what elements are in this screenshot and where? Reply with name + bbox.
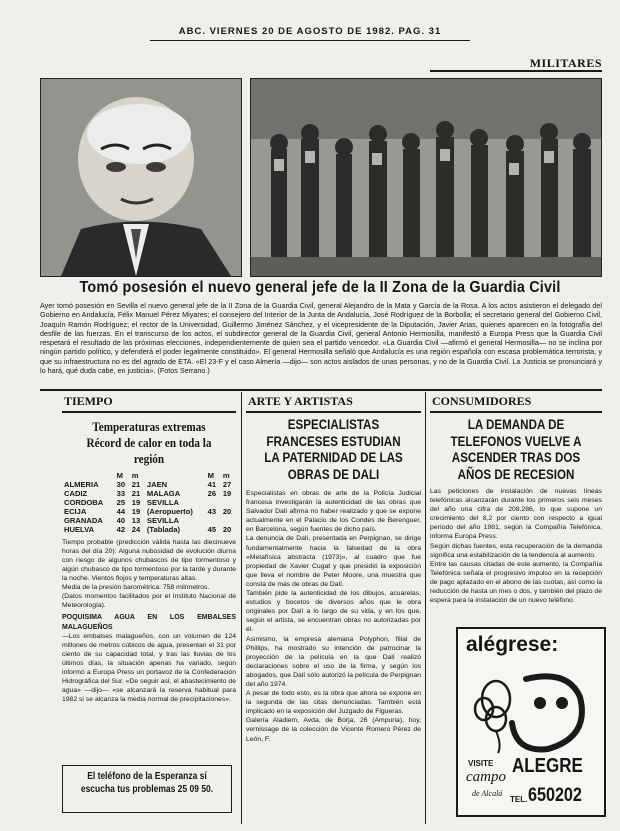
section-tag: MILITARES bbox=[529, 56, 602, 70]
temp-min: 24 bbox=[131, 525, 141, 534]
city-name: (Aeropuerto) bbox=[146, 507, 193, 516]
temp-max: 44 bbox=[116, 507, 126, 516]
ad-campo: campo bbox=[466, 769, 506, 785]
temp-max: 25 bbox=[116, 498, 126, 507]
ad-tel-label: TEL. bbox=[510, 795, 528, 804]
consumidores-headline: LA DEMANDA DE TELEFONOS VUELVE A ASCENDER TRAS DOS AÑOS DE RECESION bbox=[450, 417, 582, 482]
column-separator-2 bbox=[425, 392, 426, 824]
city-name: GRANADA bbox=[64, 516, 103, 525]
city-name: SEVILLA bbox=[146, 516, 179, 525]
temp-max bbox=[206, 498, 221, 507]
city-name: CORDOBA bbox=[64, 498, 104, 507]
col-header-max: M bbox=[116, 471, 123, 480]
temp-max: 40 bbox=[116, 516, 126, 525]
ad-sub: de Alcalá bbox=[472, 789, 503, 798]
ad-title: alégrese: bbox=[466, 633, 559, 656]
arte-section-title: ARTE Y ARTISTAS bbox=[246, 394, 421, 413]
temp-min: 19 bbox=[131, 507, 141, 516]
temp-min: 27 bbox=[222, 480, 232, 489]
city-name: (Tablada) bbox=[146, 525, 181, 534]
temp-max: 33 bbox=[116, 489, 126, 498]
divider-rule bbox=[40, 389, 602, 391]
esperanza-box bbox=[62, 765, 232, 813]
tiempo-title: Temperaturas extremas Récord de calor en toda la región bbox=[86, 419, 212, 466]
alegre-ad bbox=[456, 627, 606, 817]
consumidores-section-title: CONSUMIDORES bbox=[430, 394, 602, 413]
smiley-flower-icon bbox=[468, 667, 594, 755]
arte-headline: ESPECIALISTAS FRANCESES ESTUDIAN LA PATERNIDAD DE LAS OBRAS DE DALI bbox=[264, 417, 403, 482]
tiempo-column bbox=[62, 394, 236, 704]
temp-min: 20 bbox=[222, 507, 232, 516]
col-header-min: m bbox=[131, 471, 139, 480]
temp-min: 19 bbox=[222, 489, 232, 498]
temp-max bbox=[206, 516, 221, 525]
parade-photo bbox=[250, 78, 602, 277]
ad-visit: VISITE bbox=[468, 759, 494, 768]
arte-column bbox=[246, 394, 421, 744]
temp-min: 13 bbox=[131, 516, 141, 525]
table-row bbox=[62, 525, 236, 534]
temp-max: 43 bbox=[207, 507, 217, 516]
city-name: CADIZ bbox=[64, 489, 88, 498]
table-row bbox=[62, 507, 236, 516]
portrait-photo bbox=[40, 78, 242, 277]
page-header: ABC. VIERNES 20 DE AGOSTO DE 1982. PAG. 31 bbox=[178, 26, 442, 37]
tiempo-forecast: Tiempo probable (predicción válida hasta las diecinueve horas del día 20): Alguna nubosidad de evolución diurna con riesgo de algunos chubascos de tipo tormentoso y algún chubasco de tipo tormentoso por la tarde y durante la noche. Vientos flojos y temperaturas altas. Media de la presión barométrica: 758 milímetros. (Datos momentos facilitados por el Instituto Nacional de Meteorología). bbox=[62, 539, 236, 609]
table-row bbox=[62, 489, 236, 498]
temp-max: 30 bbox=[116, 480, 126, 489]
table-row bbox=[62, 516, 236, 525]
temp-min bbox=[221, 498, 236, 507]
city-name: JAEN bbox=[146, 480, 168, 489]
city-name: ECIJA bbox=[64, 507, 87, 516]
city-name: SEVILLA bbox=[146, 498, 179, 507]
table-row bbox=[62, 480, 236, 489]
section-rule bbox=[430, 70, 602, 72]
header-rule bbox=[150, 40, 470, 41]
main-caption: Ayer tomó posesión en Sevilla el nuevo general jefe de la II Zona de la Guardia Civil, general Alejandro de la Mata y García de la Rosa. A los actos asistieron el delegado del Gobierno en Andalucía, Félix Manuel Pérez Miyares; el consejero del Interior de la Junta de Andalucía, José Rodríguez de la Borbolla; el secretario general del Gobierno Civil, Joaquín Ramón Rodríguez; el rector de la Universidad, Guillermo Jiménez Sánchez, y el vicepresidente de la Diputación, Javier Arias, quienes aparecen en la fotografía del desfile de las fuerzas. En el transcurso de los actos, el subdirector general de la Guardia Civil, general Antonio Hermosilla, manifestó a Europa Press que la Guardia Civil respetará el resultado de las próximas elecciones, independientemente de quien sea el partido vencedor. «La Guardia Civil —afirmó el general Hermosilla— no se inclina por ningún partido político, y defenderá el poder legalmente constituido». El general Hermosilla señaló que Andalucía es una región española con escasa problemática terrorista, y que su infraestructura no es del agrado de ETA. «El 23-F y el caso Almería —dijo— son actos aislados de unas personas, y no de la Guardia Civil. La Justicia se pronunciará y lo hará, qué duda cabe, en justicia». (Fotos Serrano.) bbox=[40, 301, 602, 376]
temp-min: 20 bbox=[222, 525, 232, 534]
embalses-body: —Los embalses malagueños, con un volumen de 124 millones de metros cúbicos de agua, presentan el 31 por ciento de su capacidad total, y tras las lluvias de los últimos días, la situación apenas ha variado, según informó a Europa Press un portavoz de la Confederación Hidrográfica del Sur. «De seguir así, el abastecimiento de agua» —dijo— «se alcanzará la reserva habitual para 1982 si se alcanza la media normal de precipitaciones». bbox=[62, 633, 236, 703]
temp-max: 42 bbox=[116, 525, 126, 534]
temp-max: 26 bbox=[207, 489, 217, 498]
ad-brand: ALEGRE bbox=[512, 755, 583, 777]
arte-body: Especialistas en obras de arte de la Policía Judicial francesa investigarán la autenticidad de las obras que Salvador Dalí afirma no haber realizado y que se expone actualmente en el Palacio de los Condes de Berenguer, en Barcelona, según fuentes de dicho país. La denuncia de Dalí, presentada en Perpignan, se dirige fundamentalmente hacia la falsedad de la obra «Metafísica abstracta (1973)», al cuadro que fue propiedad de Xavier Cugat y que presidió la exposición que lleva el nombre de Peter Moore, una muestra que consta de más de obras de Dalí. También pide la autenticidad de los dibujos, acuarelas, estudios y bocetos de diversos años que le obra originales por Dalí a lo largo de su vida, y en los que, según el artista, se encuentran obras no autorizadas por él. Asimismo, la empresa alemana Polyphon, filial de Phillips, ha mostrado su intención de patrocinar la proyección de la película en la que Dalí realizó declaraciones sobre el uso de la firma, y según los abogados, que Dalí sólo autorizó la película de Perpignan del año 1974. A pesar de todo esto, es la obra que ahora se expone en la segunda de las citas denunciadas. También está implicado en la exposición del Juzgado de Figueras. Galería Aladiem, Avda. de Borja, 26 (Ampuria), hoy, vernissage de la colección de Vicente Romero Pérez de León, F. bbox=[246, 490, 421, 743]
city-name: MALAGA bbox=[146, 489, 181, 498]
table-row bbox=[62, 498, 236, 507]
consumidores-body: Las peticiones de instalación de nuevas líneas telefónicas alcanzarán durante los primeros seis meses del año una cifra de 208.286, lo que supone un crecimiento del 8,2 por ciento con respecto a igual período del año 1981, según la Compañía Telefónica, informa Europa Press. Según dichas fuentes, esta recuperación de la demanda significa una estabilización de la tendencia al aumento. Entre las causas citadas de este aumento, la Compañía Telefónica señala el progresivo impulso en la recepción de pago aplazado en el abono de las cuotas, así como la reducción de hasta un mes o dos, y también del plazo de espera para la instalación de un nuevo teléfono. bbox=[430, 488, 602, 605]
temp-max: 45 bbox=[207, 525, 217, 534]
consumidores-column bbox=[430, 394, 602, 605]
col-header-min-2: m bbox=[222, 471, 230, 480]
temp-min: 21 bbox=[131, 480, 141, 489]
parade-image bbox=[251, 79, 601, 276]
embalses-headline: POQUISIMA AGUA EN LOS EMBALSES MALAGUEÑOS bbox=[62, 614, 236, 631]
esperanza-text: El teléfono de la Esperanza sí escucha tus problemas 25 09 50. bbox=[80, 771, 214, 795]
city-name: ALMERIA bbox=[64, 480, 99, 489]
city-name: HUELVA bbox=[64, 525, 95, 534]
col-header-max-2: M bbox=[207, 471, 214, 480]
temp-max: 41 bbox=[207, 480, 217, 489]
main-headline: Tomó posesión el nuevo general jefe de la II Zona de la Guardia Civil bbox=[79, 279, 561, 296]
temp-min bbox=[221, 516, 236, 525]
column-separator-1 bbox=[241, 392, 242, 824]
ad-phone: 650202 bbox=[528, 785, 582, 806]
tiempo-section-title: TIEMPO bbox=[62, 394, 236, 413]
temperature-table bbox=[62, 471, 236, 534]
temp-min: 19 bbox=[131, 498, 141, 507]
temp-min: 21 bbox=[131, 489, 141, 498]
portrait-image bbox=[41, 79, 241, 276]
